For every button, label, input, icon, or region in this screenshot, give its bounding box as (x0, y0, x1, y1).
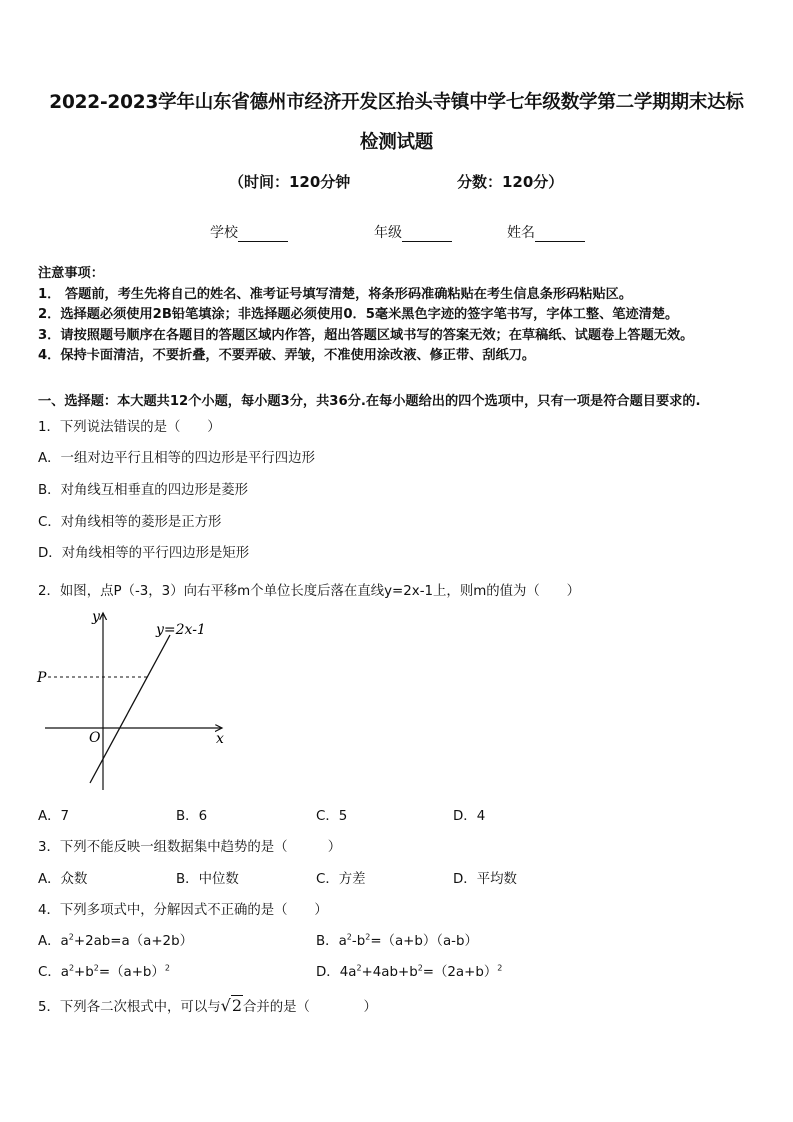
grade-blank[interactable] (402, 227, 452, 242)
grade-label: 年级 (374, 225, 402, 241)
grade-field[interactable] (374, 222, 452, 242)
point-p-label: P (37, 670, 47, 686)
notes-item: 3．请按照题号顺序在各题目的答题区域内作答，超出答题区域书写的答案无效；在草稿纸、试题卷上答题无效。 (38, 327, 694, 343)
school-blank[interactable] (238, 227, 288, 242)
notes-item: 4．保持卡面清洁，不要折叠，不要弄破、弄皱，不准使用涂改液、修正带、刮纸刀。 (38, 348, 536, 363)
q5-stem-before: 5．下列各二次根式中，可以与 (38, 1000, 221, 1015)
school-field[interactable] (210, 222, 288, 242)
q4-option-d[interactable]: D．$4a^2+4ab+b^2=(2a+b)^2$ (316, 963, 503, 980)
notes-item: 2．选择题必须使用2B铅笔填涂；非选择题必须使用0．5毫米黑色字迹的签字笔书写，字体工整、笔迹清楚。 (38, 307, 679, 322)
q5-stem (38, 996, 377, 1015)
q2-stem: 2．如图，点P（-3，3）向右平移m个单位长度后落在直线y=2x-1上，则m的值为（ ） (38, 584, 580, 599)
sqrt-radicand: 2 (231, 996, 242, 1015)
q1-option-a[interactable]: A．一组对边平行且相等的四边形是平行四边形 (38, 451, 315, 466)
q1-stem: 1．下列说法错误的是（ ） (38, 420, 221, 435)
exam-title-line2: 检测试题 (359, 132, 434, 153)
notes-item: 1． 答题前，考生先将自己的姓名、准考证号填写清楚，将条形码准确粘贴在考生信息条形码粘贴区。 (38, 286, 633, 302)
q3-option-d[interactable]: D．平均数 (453, 872, 517, 887)
name-label: 姓名 (507, 225, 535, 241)
exam-notes (38, 264, 693, 367)
q1-option-c[interactable]: C．对角线相等的菱形是正方形 (38, 515, 222, 530)
school-label: 学校 (210, 225, 238, 241)
q2-option-d[interactable]: D．4 (453, 809, 486, 824)
exam-score: 分数：120分） (457, 173, 564, 191)
origin-label: O (89, 730, 101, 746)
q2-option-c[interactable]: C．5 (316, 809, 348, 824)
q2-figure (30, 605, 240, 795)
y-axis-label: y (92, 609, 100, 625)
notes-heading: 注意事项： (38, 266, 104, 281)
exam-title-line1: 2022-2023学年山东省德州市经济开发区抬头寺镇中学七年级数学第二学期期末达标 (49, 92, 744, 113)
q1-option-b[interactable]: B．对角线互相垂直的四边形是菱形 (38, 483, 249, 498)
q4-option-a[interactable]: A．$a^2+2ab=a(a+2b)$ (38, 932, 193, 949)
q4-stem: 4．下列多项式中，分解因式不正确的是（ ） (38, 903, 328, 918)
name-field[interactable] (507, 222, 585, 242)
sqrt-symbol: √2 (220, 996, 242, 1015)
q3-option-c[interactable]: C．方差 (316, 872, 366, 887)
q3-option-a[interactable]: A．众数 (38, 872, 88, 887)
name-blank[interactable] (535, 227, 585, 242)
q3-option-b[interactable]: B．中位数 (176, 872, 239, 887)
q1-option-d[interactable]: D．对角线相等的平行四边形是矩形 (38, 546, 250, 561)
q5-stem-after: 合并的是（ ） (243, 1000, 377, 1015)
line-label: y=2x-1 (156, 622, 206, 638)
q4-option-c[interactable]: C．$a^2+b^2=(a+b)^2$ (38, 963, 170, 980)
section-heading: 一、选择题：本大题共12个小题，每小题3分，共36分.在每小题给出的四个选项中，只有一项是符合题目要求的. (38, 394, 701, 409)
q2-option-a[interactable]: A．7 (38, 809, 70, 824)
q3-stem: 3．下列不能反映一组数据集中趋势的是（ ） (38, 840, 342, 855)
q4-option-b[interactable]: B．$a^2-b^2=(a+b)(a-b)$ (316, 932, 478, 949)
x-axis-label: x (216, 731, 224, 747)
line-y-2x-1 (90, 635, 170, 783)
q2-option-b[interactable]: B．6 (176, 809, 208, 824)
exam-time: （时间：120分钟 (229, 173, 351, 191)
